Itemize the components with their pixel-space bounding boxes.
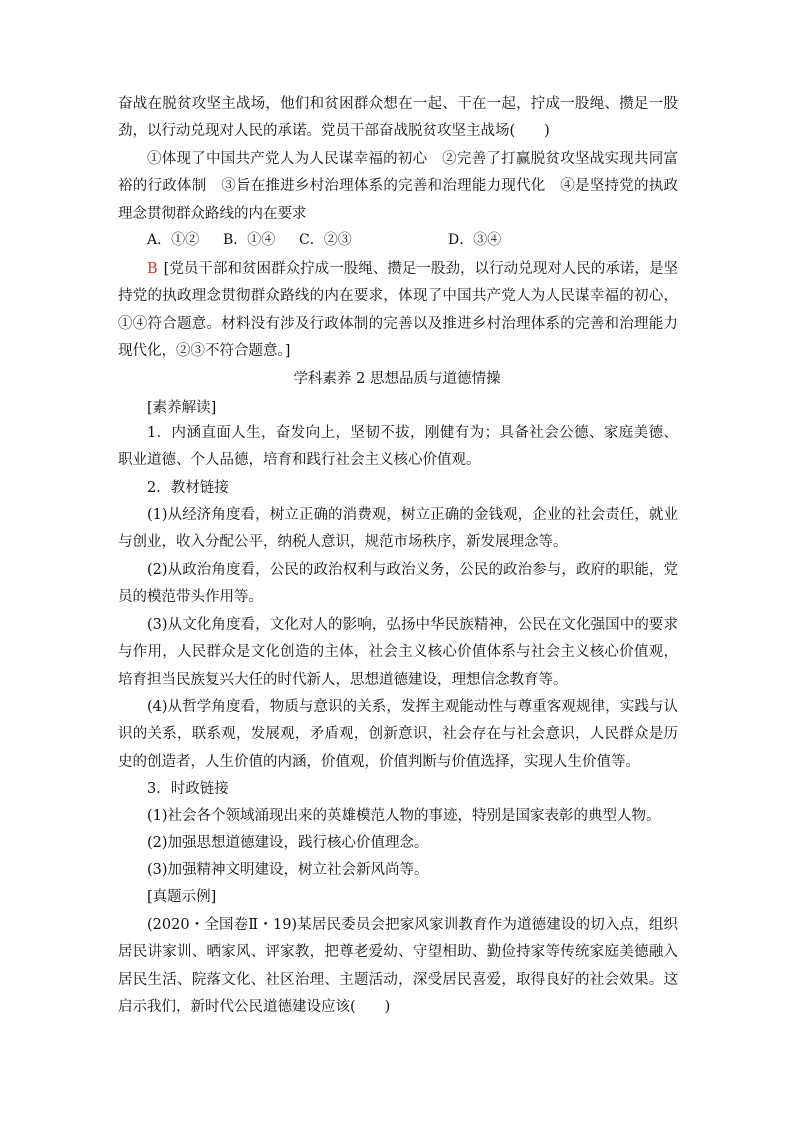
current-affairs-item-1: (1)社会各个领域涌现出来的英雄模范人物的事迹，特别是国家表彰的典型人物。 bbox=[147, 808, 661, 824]
connotation-paragraph: 1．内涵直面人生，奋发向上，坚韧不拔，刚健有为；具备社会公德、家庭美德、职业道德、个人品德，培育和践行社会主义核心价值观。 bbox=[118, 425, 678, 469]
textbook-link-politics: (2)从政治角度看，公民的政治权利与政治义务，公民的政治参与，政府的职能，党员的模范带头作用等。 bbox=[118, 562, 678, 606]
textbook-link-economy: (1)从经济角度看，树立正确的消费观，树立正确的金钱观，企业的社会责任，就业与创业，收入分配公平，纳税人意识，规范市场秩序，新发展理念等。 bbox=[118, 507, 678, 551]
current-affairs-item-2: (2)加强思想道德建设，践行核心价值理念。 bbox=[147, 835, 429, 851]
option-d: D．③④ bbox=[448, 232, 502, 248]
textbook-link-culture: (3)从文化角度看，文化对人的影响，弘扬中华民族精神，公民在文化强国中的要求与作用，人民群众是文化创造的主体，社会主义核心价值体系与社会主义核心价值观，培育担当民族复兴大任的时代新人，思想道德建设，理想信念教育等。 bbox=[118, 617, 678, 688]
question-stem: 奋战在脱贫攻坚主战场，他们和贫困群众想在一起、干在一起，拧成一股绳、攒足一股劲，以行动兑现对人民的承诺。党员干部奋战脱贫攻坚主战场( ) bbox=[118, 96, 678, 140]
textbook-link-philosophy: (4)从哲学角度看，物质与意识的关系，发挥主观能动性与尊重客观规律，实践与认识的关系，联系观，发展观，矛盾观，创新意识，社会存在与社会意识，人民群众是历史的创造者，人生价值的内涵，价值观，价值判断与价值选择，实现人生价值等。 bbox=[118, 699, 678, 770]
answer-analysis bbox=[118, 256, 678, 366]
current-affairs-item-3: (3)加强精神文明建设，树立社会新风尚等。 bbox=[147, 862, 429, 878]
example-heading: [真题示例] bbox=[147, 889, 217, 905]
analysis-text: [党员干部和贫困群众拧成一股绳、攒足一股劲，以行动兑现对人民的承诺，是坚持党的执政理念贯彻群众路线的内在要求，体现了中国共产党人为人民谋幸福的初心，①④符合题意。材料没有涉及行政体制的完善以及推进乡村治理体系的完善和治理能力现代化，②③不符合题意。] bbox=[118, 261, 678, 360]
example-question-stem: (2020・全国卷Ⅱ・19)某居民委员会把家风家训教育作为道德建设的切入点，组织居民讲家训、晒家风、评家教，把尊老爱幼、守望相助、勤俭持家等传统家庭美德融入居民生活、院落文化、社区治理、主题活动，深受居民喜爱，取得良好的社会效果。这启示我们，新时代公民道德建设应该( ) bbox=[118, 917, 678, 1016]
interpretation-heading: [素养解读] bbox=[147, 400, 217, 416]
option-c: C．②③ bbox=[299, 232, 352, 248]
section-title: 学科素养 2 思想品质与道德情操 bbox=[293, 371, 501, 387]
option-a: A．①② bbox=[147, 232, 200, 248]
answer-options bbox=[147, 227, 547, 254]
question-statements: ①体现了中国共产党人为人民谋幸福的初心 ②完善了打赢脱贫攻坚战实现共同富裕的行政体制 ③旨在推进乡村治理体系的完善和治理能力现代化 ④是坚持党的执政理念贯彻群众路线的内在要求 bbox=[118, 151, 678, 222]
current-affairs-heading: 3．时政链接 bbox=[147, 781, 229, 797]
answer-letter: B bbox=[147, 261, 158, 277]
option-b: B．①④ bbox=[223, 232, 276, 248]
textbook-link-heading: 2．教材链接 bbox=[147, 480, 229, 496]
